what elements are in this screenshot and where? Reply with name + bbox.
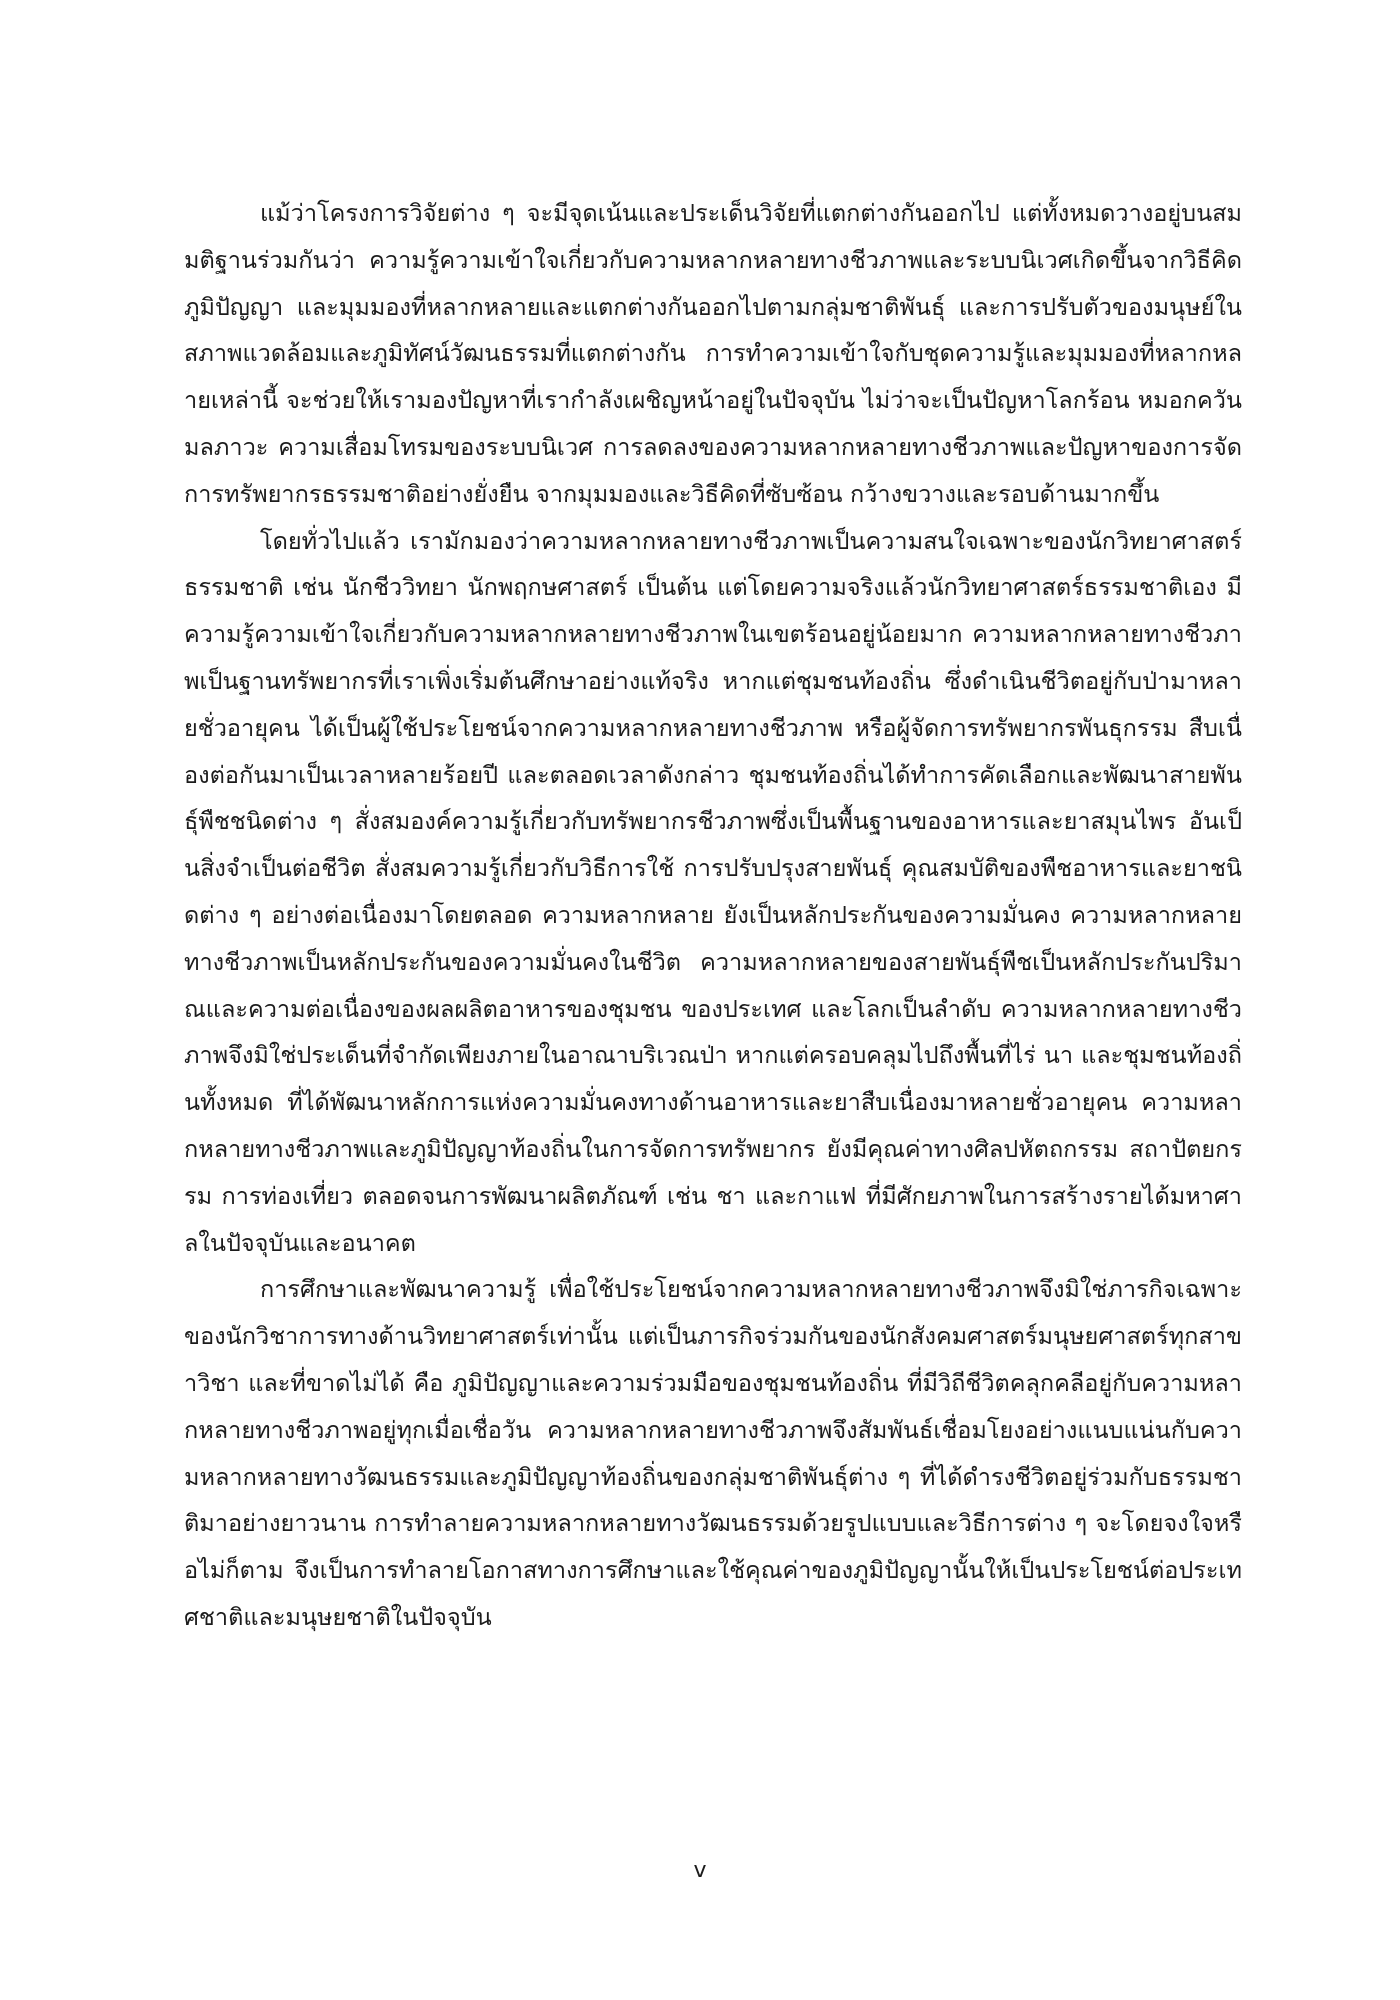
body-text [184,190,1242,1641]
paragraph-2: โดยทั่วไปแล้ว เรามักมองว่าความหลากหลายทางชีวภาพเป็นความสนใจเฉพาะของนักวิทยาศาสตร์ธรรมชาติ เช่น นักชีววิทยา นักพฤกษศาสตร์ เป็นต้น แต่โดยความจริงแล้วนักวิทยาศาสตร์ธรรมชาติเอง มีความรู้ความเข้าใจเกี่ยวกับความหลากหลายทางชีวภาพในเขตร้อนอยู่น้อยมาก ความหลากหลายทางชีวภาพเป็นฐานทรัพยากรที่เราเพิ่งเริ่มต้นศึกษาอย่างแท้จริง หากแต่ชุมชนท้องถิ่น ซึ่งดำเนินชีวิตอยู่กับป่ามาหลายชั่วอายุคน ได้เป็นผู้ใช้ประโยชน์จากความหลากหลายทางชีวภาพ หรือผู้จัดการทรัพยากรพันธุกรรม สืบเนื่องต่อกันมาเป็นเวลาหลายร้อยปี และตลอดเวลาดังกล่าว ชุมชนท้องถิ่นได้ทำการคัดเลือกและพัฒนาสายพันธุ์พืชชนิดต่าง ๆ สั่งสมองค์ความรู้เกี่ยวกับทรัพยากรชีวภาพซึ่งเป็นพื้นฐานของอาหารและยาสมุนไพร อันเป็นสิ่งจำเป็นต่อชีวิต สั่งสมความรู้เกี่ยวกับวิธีการใช้ การปรับปรุงสายพันธุ์ คุณสมบัติของพืชอาหารและยาชนิดต่าง ๆ อย่างต่อเนื่องมาโดยตลอด ความหลากหลาย ยังเป็นหลักประกันของความมั่นคง ความหลากหลายทางชีวภาพเป็นหลักประกันของความมั่นคงในชีวิต ความหลากหลายของสายพันธุ์พืชเป็นหลักประกันปริมาณและความต่อเนื่องของผลผลิตอาหารของชุมชน ของประเทศ และโลกเป็นลำดับ ความหลากหลายทางชีวภาพจึงมิใช่ประเด็นที่จำกัดเพียงภายในอาณาบริเวณป่า หากแต่ครอบคลุมไปถึงพื้นที่ไร่ นา และชุมชนท้องถิ่นทั้งหมด ที่ได้พัฒนาหลักการแห่งความมั่นคงทางด้านอาหารและยาสืบเนื่องมาหลายชั่วอายุคน ความหลากหลายทางชีวภาพและภูมิปัญญาท้องถิ่นในการจัดการทรัพยากร ยังมีคุณค่าทางศิลปหัตถกรรม สถาปัตยกรรม การท่องเที่ยว ตลอดจนการพัฒนาผลิตภัณฑ์ เช่น ชา และกาแฟ ที่มีศักยภาพในการสร้างรายได้มหาศาลในปัจจุบันและอนาคต [184,526,1242,1257]
paragraph-3: การศึกษาและพัฒนาความรู้ เพื่อใช้ประโยชน์จากความหลากหลายทางชีวภาพจึงมิใช่ภารกิจเฉพาะของนักวิชาการทางด้านวิทยาศาสตร์เท่านั้น แต่เป็นภารกิจร่วมกันของนักสังคมศาสตร์มนุษยศาสตร์ทุกสาขาวิชา และที่ขาดไม่ได้ คือ ภูมิปัญญาและความร่วมมือของชุมชนท้องถิ่น ที่มีวิถีชีวิตคลุกคลีอยู่กับความหลากหลายทางชีวภาพอยู่ทุกเมื่อเชื่อวัน ความหลากหลายทางชีวภาพจึงสัมพันธ์เชื่อมโยงอย่างแนบแน่นกับความหลากหลายทางวัฒนธรรมและภูมิปัญญาท้องถิ่นของกลุ่มชาติพันธุ์ต่าง ๆ ที่ได้ดำรงชีวิตอยู่ร่วมกับธรรมชาติมาอย่างยาวนาน การทำลายความหลากหลายทางวัฒนธรรมด้วยรูปแบบและวิธีการต่าง ๆ จะโดยจงใจหรือไม่ก็ตาม จึงเป็นการทำลายโอกาสทางการศึกษาและใช้คุณค่าของภูมิปัญญานั้นให้เป็นประโยชน์ต่อประเทศชาติและมนุษยชาติในปัจจุบัน [184,1275,1242,1631]
page-number: v [693,1858,707,1883]
paragraph-1: แม้ว่าโครงการวิจัยต่าง ๆ จะมีจุดเน้นและประเด็นวิจัยที่แตกต่างกันออกไป แต่ทั้งหมดวางอยู่บนสมมติฐานร่วมกันว่า ความรู้ความเข้าใจเกี่ยวกับความหลากหลายทางชีวภาพและระบบนิเวศเกิดขึ้นจากวิธีคิด ภูมิปัญญา และมุมมองที่หลากหลายและแตกต่างกันออกไปตามกลุ่มชาติพันธุ์ และการปรับตัวของมนุษย์ในสภาพแวดล้อมและภูมิทัศน์วัฒนธรรมที่แตกต่างกัน การทำความเข้าใจกับชุดความรู้และมุมมองที่หลากหลายเหล่านี้ จะช่วยให้เรามองปัญหาที่เรากำลังเผชิญหน้าอยู่ในปัจจุบัน ไม่ว่าจะเป็นปัญหาโลกร้อน หมอกควัน มลภาวะ ความเสื่อมโทรมของระบบนิเวศ การลดลงของความหลากหลายทางชีวภาพและปัญหาของการจัดการทรัพยากรธรรมชาติอย่างยั่งยืน จากมุมมองและวิธีคิดที่ซับซ้อน กว้างขวางและรอบด้านมากขึ้น [184,199,1242,508]
